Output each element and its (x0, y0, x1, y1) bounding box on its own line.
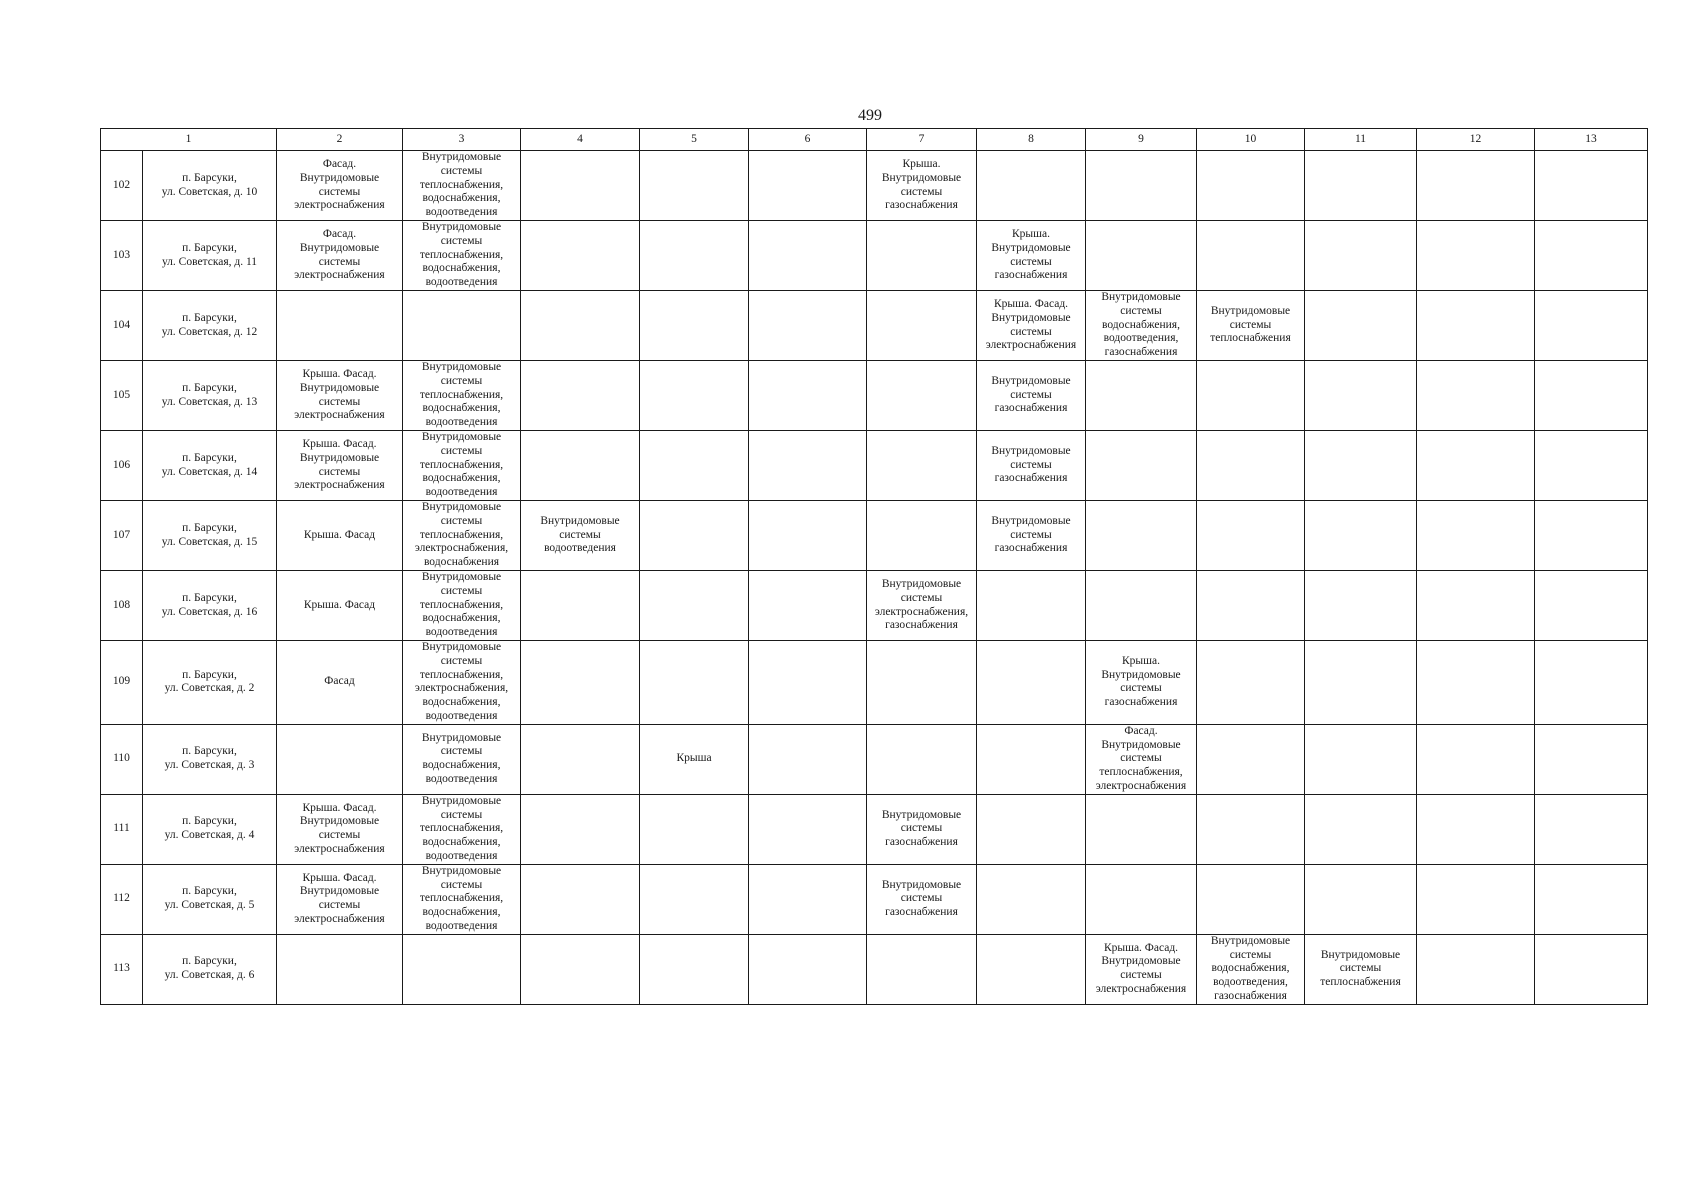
row-number: 105 (101, 361, 143, 431)
table-row (101, 501, 1648, 571)
work-cell-col-9 (1086, 864, 1197, 934)
work-cell-col-11 (1305, 431, 1417, 501)
work-cell-col-3: Внутридомовые системы теплоснабжения, электроснабжения, водоснабжения (403, 501, 521, 571)
work-cell-col-10 (1197, 864, 1305, 934)
work-cell-col-3: Внутридомовые системы теплоснабжения, водоснабжения, водоотведения (403, 864, 521, 934)
work-cell-col-4 (521, 291, 640, 361)
work-cell-col-2: Фасад. Внутридомовые системы электроснабжения (277, 151, 403, 221)
column-number-10: 10 (1197, 129, 1305, 151)
work-cell-col-2 (277, 291, 403, 361)
work-cell-col-8 (977, 571, 1086, 641)
work-cell-col-12 (1417, 291, 1535, 361)
work-cell-col-12 (1417, 221, 1535, 291)
address-cell: п. Барсуки, ул. Советская, д. 16 (143, 571, 277, 641)
table-row (101, 641, 1648, 725)
address-cell: п. Барсуки, ул. Советская, д. 6 (143, 934, 277, 1004)
address-cell: п. Барсуки, ул. Советская, д. 13 (143, 361, 277, 431)
column-number-2: 2 (277, 129, 403, 151)
work-cell-col-10 (1197, 151, 1305, 221)
work-cell-col-6 (749, 864, 867, 934)
work-cell-col-8 (977, 724, 1086, 794)
work-cell-col-8 (977, 934, 1086, 1004)
address-cell: п. Барсуки, ул. Советская, д. 15 (143, 501, 277, 571)
work-cell-col-6 (749, 794, 867, 864)
work-cell-col-3: Внутридомовые системы теплоснабжения, водоснабжения, водоотведения (403, 151, 521, 221)
row-number: 104 (101, 291, 143, 361)
work-cell-col-12 (1417, 641, 1535, 725)
work-cell-col-8: Внутридомовые системы газоснабжения (977, 501, 1086, 571)
work-cell-col-11: Внутридомовые системы теплоснабжения (1305, 934, 1417, 1004)
work-cell-col-9 (1086, 361, 1197, 431)
work-cell-col-12 (1417, 571, 1535, 641)
work-cell-col-6 (749, 501, 867, 571)
work-cell-col-6 (749, 221, 867, 291)
address-cell: п. Барсуки, ул. Советская, д. 12 (143, 291, 277, 361)
column-number-4: 4 (521, 129, 640, 151)
row-number: 107 (101, 501, 143, 571)
work-cell-col-13 (1535, 864, 1648, 934)
work-cell-col-6 (749, 641, 867, 725)
work-cell-col-9: Фасад. Внутридомовые системы теплоснабжения, электроснабжения (1086, 724, 1197, 794)
row-number: 113 (101, 934, 143, 1004)
work-cell-col-4 (521, 571, 640, 641)
work-cell-col-2: Фасад (277, 641, 403, 725)
work-cell-col-5 (640, 794, 749, 864)
work-cell-col-2: Крыша. Фасад (277, 501, 403, 571)
work-cell-col-2 (277, 934, 403, 1004)
work-cell-col-6 (749, 934, 867, 1004)
column-number-7: 7 (867, 129, 977, 151)
work-cell-col-10: Внутридомовые системы водоснабжения, водоотведения, газоснабжения (1197, 934, 1305, 1004)
table-row (101, 864, 1648, 934)
work-cell-col-11 (1305, 864, 1417, 934)
work-cell-col-9 (1086, 151, 1197, 221)
work-cell-col-5: Крыша (640, 724, 749, 794)
work-cell-col-7 (867, 431, 977, 501)
work-cell-col-4 (521, 221, 640, 291)
work-cell-col-8: Внутридомовые системы газоснабжения (977, 431, 1086, 501)
work-cell-col-7 (867, 934, 977, 1004)
work-cell-col-5 (640, 641, 749, 725)
work-cell-col-10 (1197, 431, 1305, 501)
work-cell-col-9 (1086, 431, 1197, 501)
work-cell-col-12 (1417, 361, 1535, 431)
work-cell-col-3 (403, 291, 521, 361)
column-number-9: 9 (1086, 129, 1197, 151)
work-cell-col-13 (1535, 501, 1648, 571)
work-cell-col-11 (1305, 794, 1417, 864)
work-cell-col-10 (1197, 221, 1305, 291)
work-cell-col-7: Крыша. Внутридомовые системы газоснабжения (867, 151, 977, 221)
work-cell-col-3: Внутридомовые системы теплоснабжения, электроснабжения, водоснабжения, водоотведения (403, 641, 521, 725)
address-cell: п. Барсуки, ул. Советская, д. 10 (143, 151, 277, 221)
work-cell-col-7 (867, 501, 977, 571)
work-cell-col-3: Внутридомовые системы теплоснабжения, водоснабжения, водоотведения (403, 794, 521, 864)
work-cell-col-2 (277, 724, 403, 794)
work-cell-col-7 (867, 641, 977, 725)
row-number: 112 (101, 864, 143, 934)
work-cell-col-12 (1417, 431, 1535, 501)
row-number: 102 (101, 151, 143, 221)
work-cell-col-6 (749, 291, 867, 361)
work-cell-col-4 (521, 864, 640, 934)
work-cell-col-13 (1535, 571, 1648, 641)
table-row (101, 571, 1648, 641)
work-cell-col-11 (1305, 221, 1417, 291)
work-cell-col-4 (521, 641, 640, 725)
work-cell-col-12 (1417, 501, 1535, 571)
work-cell-col-5 (640, 151, 749, 221)
work-cell-col-13 (1535, 151, 1648, 221)
work-cell-col-4 (521, 431, 640, 501)
work-cell-col-4 (521, 151, 640, 221)
work-cell-col-7 (867, 221, 977, 291)
work-cell-col-7: Внутридомовые системы газоснабжения (867, 864, 977, 934)
work-cell-col-8: Крыша. Фасад. Внутридомовые системы электроснабжения (977, 291, 1086, 361)
column-number-6: 6 (749, 129, 867, 151)
work-cell-col-12 (1417, 151, 1535, 221)
table-row (101, 151, 1648, 221)
work-cell-col-11 (1305, 501, 1417, 571)
work-cell-col-8 (977, 151, 1086, 221)
row-number: 103 (101, 221, 143, 291)
column-number-11: 11 (1305, 129, 1417, 151)
work-cell-col-3: Внутридомовые системы теплоснабжения, водоснабжения, водоотведения (403, 571, 521, 641)
work-cell-col-10: Внутридомовые системы теплоснабжения (1197, 291, 1305, 361)
work-cell-col-8: Крыша. Внутридомовые системы газоснабжения (977, 221, 1086, 291)
column-number-1: 1 (101, 129, 277, 151)
work-cell-col-11 (1305, 724, 1417, 794)
address-cell: п. Барсуки, ул. Советская, д. 3 (143, 724, 277, 794)
work-cell-col-6 (749, 431, 867, 501)
work-cell-col-8 (977, 641, 1086, 725)
repair-schedule-table (100, 128, 1648, 1005)
work-cell-col-4: Внутридомовые системы водоотведения (521, 501, 640, 571)
work-cell-col-13 (1535, 221, 1648, 291)
column-number-5: 5 (640, 129, 749, 151)
column-number-8: 8 (977, 129, 1086, 151)
work-cell-col-2: Крыша. Фасад. Внутридомовые системы электроснабжения (277, 361, 403, 431)
work-cell-col-10 (1197, 794, 1305, 864)
work-cell-col-9 (1086, 501, 1197, 571)
work-cell-col-12 (1417, 864, 1535, 934)
work-cell-col-9: Крыша. Фасад. Внутридомовые системы электроснабжения (1086, 934, 1197, 1004)
work-cell-col-5 (640, 501, 749, 571)
row-number: 111 (101, 794, 143, 864)
work-cell-col-9: Внутридомовые системы водоснабжения, водоотведения, газоснабжения (1086, 291, 1197, 361)
column-number-12: 12 (1417, 129, 1535, 151)
work-cell-col-3: Внутридомовые системы водоснабжения, водоотведения (403, 724, 521, 794)
work-cell-col-5 (640, 431, 749, 501)
work-cell-col-11 (1305, 571, 1417, 641)
address-cell: п. Барсуки, ул. Советская, д. 4 (143, 794, 277, 864)
column-number-row (101, 129, 1648, 151)
work-cell-col-6 (749, 724, 867, 794)
work-cell-col-13 (1535, 431, 1648, 501)
row-number: 110 (101, 724, 143, 794)
work-cell-col-8: Внутридомовые системы газоснабжения (977, 361, 1086, 431)
table-row (101, 361, 1648, 431)
work-cell-col-4 (521, 361, 640, 431)
work-cell-col-5 (640, 361, 749, 431)
work-cell-col-11 (1305, 641, 1417, 725)
work-cell-col-4 (521, 724, 640, 794)
work-cell-col-10 (1197, 641, 1305, 725)
work-cell-col-13 (1535, 291, 1648, 361)
work-cell-col-9 (1086, 794, 1197, 864)
work-cell-col-7 (867, 361, 977, 431)
work-cell-col-2: Крыша. Фасад. Внутридомовые системы электроснабжения (277, 431, 403, 501)
work-cell-col-13 (1535, 361, 1648, 431)
work-cell-col-13 (1535, 934, 1648, 1004)
work-cell-col-11 (1305, 291, 1417, 361)
table-row (101, 794, 1648, 864)
work-cell-col-3 (403, 934, 521, 1004)
table-row (101, 724, 1648, 794)
work-cell-col-5 (640, 571, 749, 641)
work-cell-col-12 (1417, 724, 1535, 794)
page-number: 499 (858, 107, 882, 124)
work-cell-col-12 (1417, 934, 1535, 1004)
work-cell-col-2: Крыша. Фасад. Внутридомовые системы электроснабжения (277, 864, 403, 934)
row-number: 109 (101, 641, 143, 725)
address-cell: п. Барсуки, ул. Советская, д. 2 (143, 641, 277, 725)
work-cell-col-11 (1305, 361, 1417, 431)
work-cell-col-8 (977, 864, 1086, 934)
work-cell-col-2: Фасад. Внутридомовые системы электроснабжения (277, 221, 403, 291)
table-row (101, 431, 1648, 501)
row-number: 106 (101, 431, 143, 501)
work-cell-col-9 (1086, 571, 1197, 641)
work-cell-col-4 (521, 934, 640, 1004)
work-cell-col-8 (977, 794, 1086, 864)
work-cell-col-7 (867, 291, 977, 361)
address-cell: п. Барсуки, ул. Советская, д. 11 (143, 221, 277, 291)
work-cell-col-5 (640, 864, 749, 934)
address-cell: п. Барсуки, ул. Советская, д. 5 (143, 864, 277, 934)
work-cell-col-3: Внутридомовые системы теплоснабжения, водоснабжения, водоотведения (403, 431, 521, 501)
work-cell-col-5 (640, 221, 749, 291)
column-number-13: 13 (1535, 129, 1648, 151)
table-row (101, 934, 1648, 1004)
work-cell-col-4 (521, 794, 640, 864)
work-cell-col-13 (1535, 794, 1648, 864)
column-number-3: 3 (403, 129, 521, 151)
work-cell-col-10 (1197, 724, 1305, 794)
work-cell-col-13 (1535, 641, 1648, 725)
table-body (101, 151, 1648, 1005)
work-cell-col-12 (1417, 794, 1535, 864)
work-cell-col-5 (640, 291, 749, 361)
work-cell-col-2: Крыша. Фасад. Внутридомовые системы электроснабжения (277, 794, 403, 864)
work-cell-col-6 (749, 361, 867, 431)
work-cell-col-7: Внутридомовые системы газоснабжения (867, 794, 977, 864)
work-cell-col-10 (1197, 501, 1305, 571)
work-cell-col-10 (1197, 361, 1305, 431)
work-cell-col-2: Крыша. Фасад (277, 571, 403, 641)
work-cell-col-9: Крыша. Внутридомовые системы газоснабжения (1086, 641, 1197, 725)
address-cell: п. Барсуки, ул. Советская, д. 14 (143, 431, 277, 501)
work-cell-col-11 (1305, 151, 1417, 221)
work-cell-col-10 (1197, 571, 1305, 641)
work-cell-col-3: Внутридомовые системы теплоснабжения, водоснабжения, водоотведения (403, 361, 521, 431)
table-row (101, 221, 1648, 291)
work-cell-col-9 (1086, 221, 1197, 291)
work-cell-col-6 (749, 151, 867, 221)
work-cell-col-6 (749, 571, 867, 641)
row-number: 108 (101, 571, 143, 641)
work-cell-col-3: Внутридомовые системы теплоснабжения, водоснабжения, водоотведения (403, 221, 521, 291)
table-row (101, 291, 1648, 361)
work-cell-col-7 (867, 724, 977, 794)
work-cell-col-5 (640, 934, 749, 1004)
work-cell-col-7: Внутридомовые системы электроснабжения, газоснабжения (867, 571, 977, 641)
work-cell-col-13 (1535, 724, 1648, 794)
